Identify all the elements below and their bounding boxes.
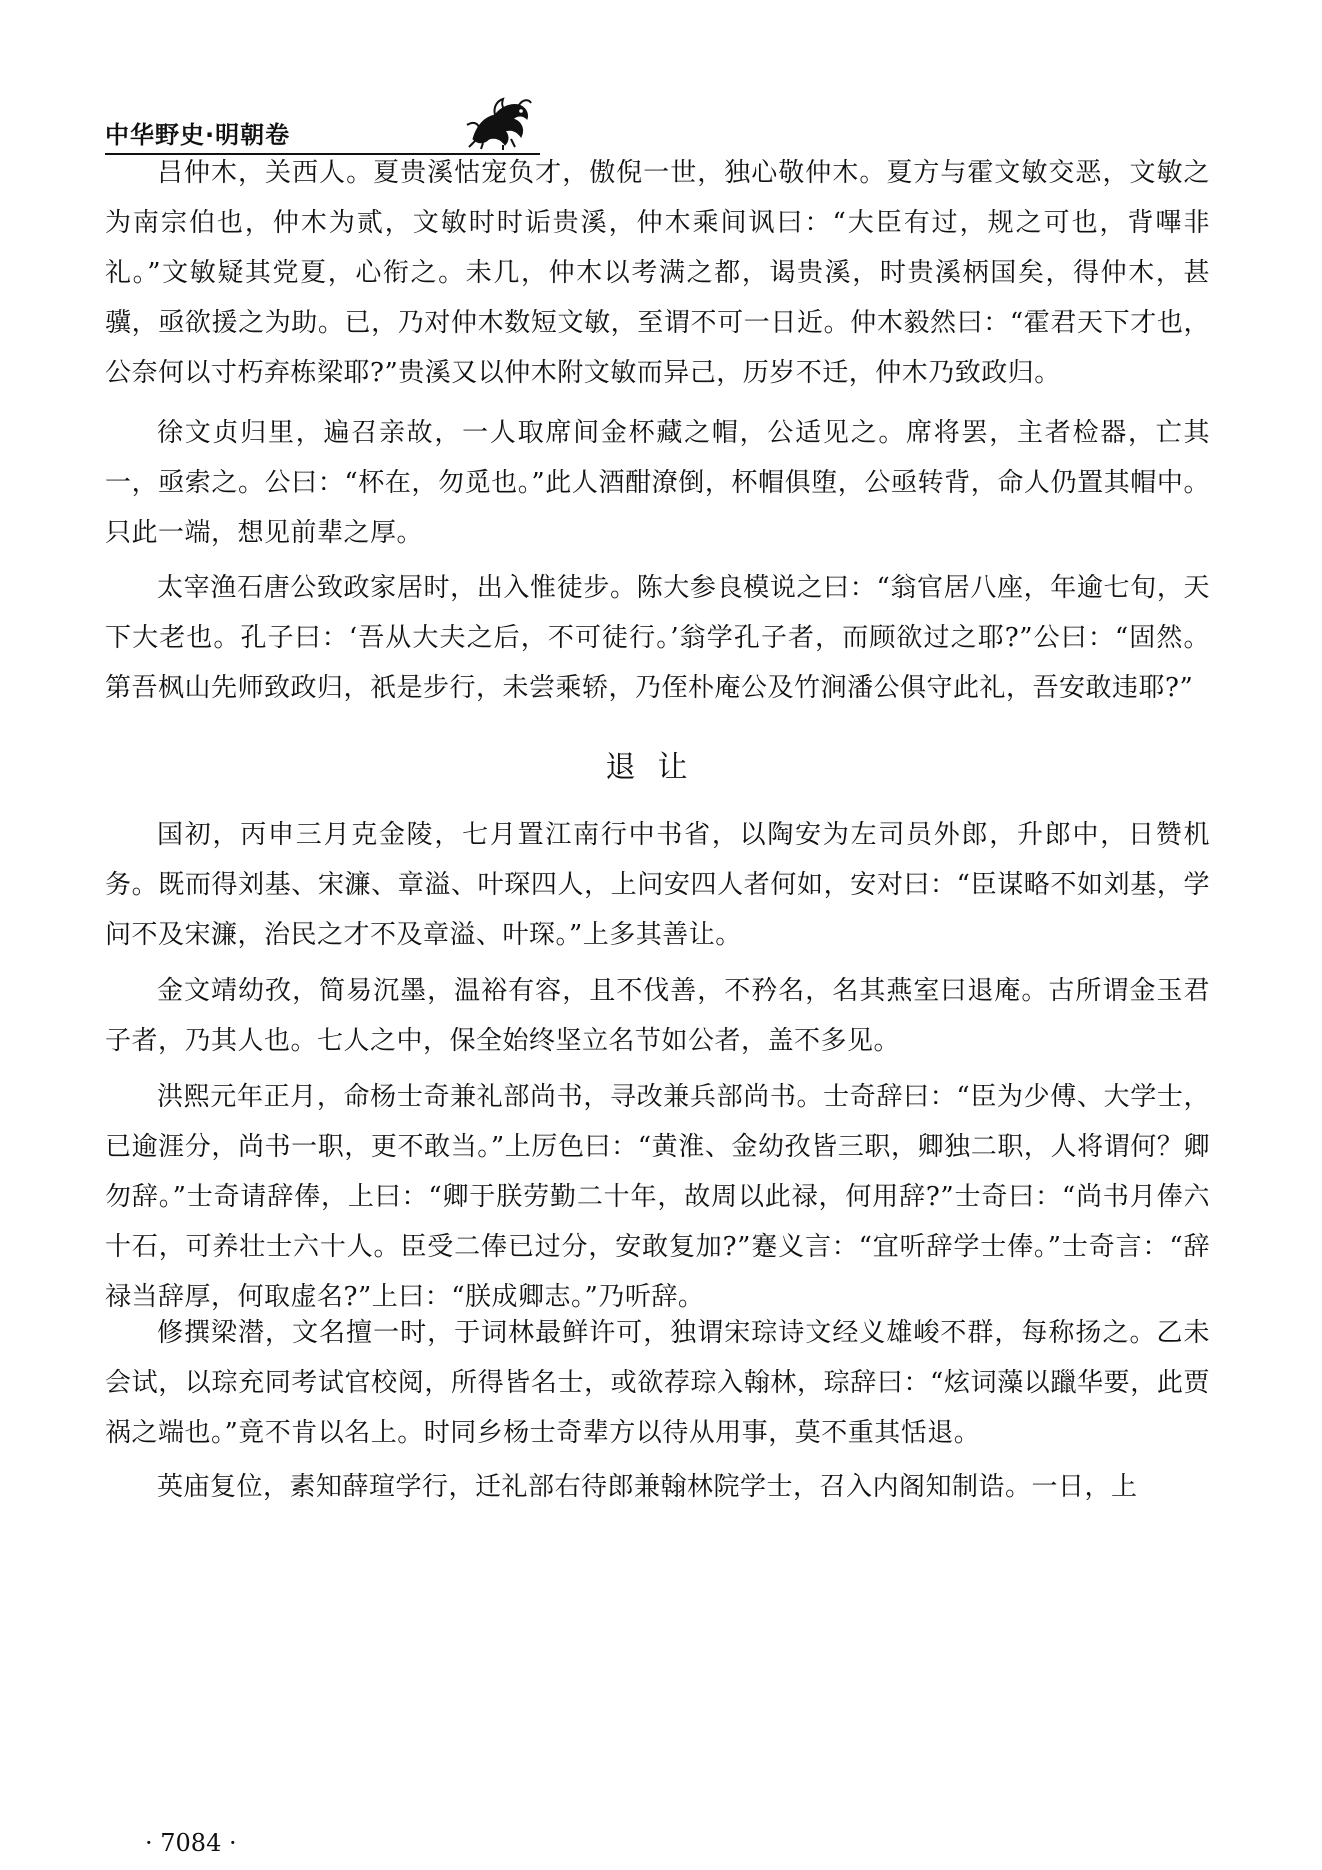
dragon-icon (465, 95, 535, 151)
paragraph-guo-chu (105, 810, 1210, 960)
paragraph-tang-gong (105, 563, 1210, 713)
section-heading: 退让 (605, 750, 710, 785)
paragraph-xu-wenzhen (105, 408, 1210, 558)
paragraph: 国初，丙申三月克金陵，七月置江南行中书省，以陶安为左司员外郎，升郎中，日赞机务。既而得刘基、宋濂、章溢、叶琛四人，上问安四人者何如，安对曰：“臣谋略不如刘基，学问不及宋濂，治民之才不及章溢、叶琛。”上多其善让。 (105, 820, 1210, 950)
paragraph-jin-wenjing (105, 966, 1210, 1066)
paragraph-hongxi (105, 1072, 1210, 1322)
paragraph-lu-zhongmu (105, 148, 1210, 398)
page-number: · 7084 · (145, 1829, 237, 1857)
paragraph-yingmiao (105, 1462, 1210, 1512)
paragraph: 修撰梁潜，文名擅一时，于词林最鲜许可，独谓宋琮诗文经义雄峻不群，每称扬之。乙未会试，以琮充同考试官校阅，所得皆名士，或欲荐琮入翰林，琮辞曰：“炫词藻以躐华要，此贾祸之端也。”竟不肯以名上。时同乡杨士奇辈方以待从用事，莫不重其恬退。 (105, 1318, 1210, 1448)
paragraph: 金文靖幼孜，简易沉墨，温裕有容，且不伐善，不矜名，名其燕室曰退庵。古所谓金玉君子者，乃其人也。七人之中，保全始终坚立名节如公者，盖不多见。 (105, 976, 1210, 1056)
paragraph: 英庙复位，素知薛瑄学行，迁礼部右待郎兼翰林院学士，召入内阁知制诰。一日，上 (157, 1472, 1138, 1502)
paragraph: 太宰渔石唐公致政家居时，出入惟徒步。陈大参良模说之曰：“翁官居八座，年逾七旬，天下大老也。孔子曰：‘吾从大夫之后，不可徒行。’翁学孔子者，而顾欲过之耶?”公曰：“固然。第吾枫山先师致政归，祇是步行，未尝乘轿，乃侄朴庵公及竹涧潘公俱守此礼，吾安敢违耶?” (105, 573, 1210, 703)
paragraph: 洪熙元年正月，命杨士奇兼礼部尚书，寻改兼兵部尚书。士奇辞曰：“臣为少傅、大学士，已逾涯分，尚书一职，更不敢当。”上厉色曰：“黄淮、金幼孜皆三职，卿独二职，人将谓何？卿勿辞。”士奇请辞俸，上曰：“卿于朕劳勤二十年，故周以此禄，何用辞?”士奇曰：“尚书月俸六十石，可养壮士六十人。臣受二俸已过分，安敢复加?”蹇义言：“宜听辞学士俸。”士奇言：“辞禄当辞厚，何取虚名?”上曰：“朕成卿志。”乃听辞。 (105, 1082, 1210, 1312)
paragraph: 徐文贞归里，遍召亲故，一人取席间金杯藏之帽，公适见之。席将罢，主者检器，亡其一，亟索之。公曰：“杯在，勿觅也。”此人酒酣潦倒，杯帽俱堕，公亟转背，命人仍置其帽中。只此一端，想见前辈之厚。 (105, 418, 1210, 548)
paragraph: 吕仲木，关西人。夏贵溪怙宠负才，傲倪一世，独心敬仲木。夏方与霍文敏交恶，文敏之为南宗伯也，仲木为贰，文敏时时诟贵溪，仲木乘间讽曰：“大臣有过，规之可也，背嗶非礼。”文敏疑其党夏，心衔之。未几，仲木以考满之都，谒贵溪，时贵溪柄国矣，得仲木，甚骥，亟欲援之为助。已，乃对仲木数短文敏，至谓不可一日近。仲木毅然曰：“霍君天下才也，公奈何以寸朽弃栋梁耶?”贵溪又以仲木附文敏而异己，历岁不迁，仲木乃致政归。 (105, 158, 1210, 388)
running-header (105, 95, 540, 155)
paragraph-liang-qian (105, 1308, 1210, 1458)
header-title: 中华野史·明朝卷 (105, 121, 291, 149)
